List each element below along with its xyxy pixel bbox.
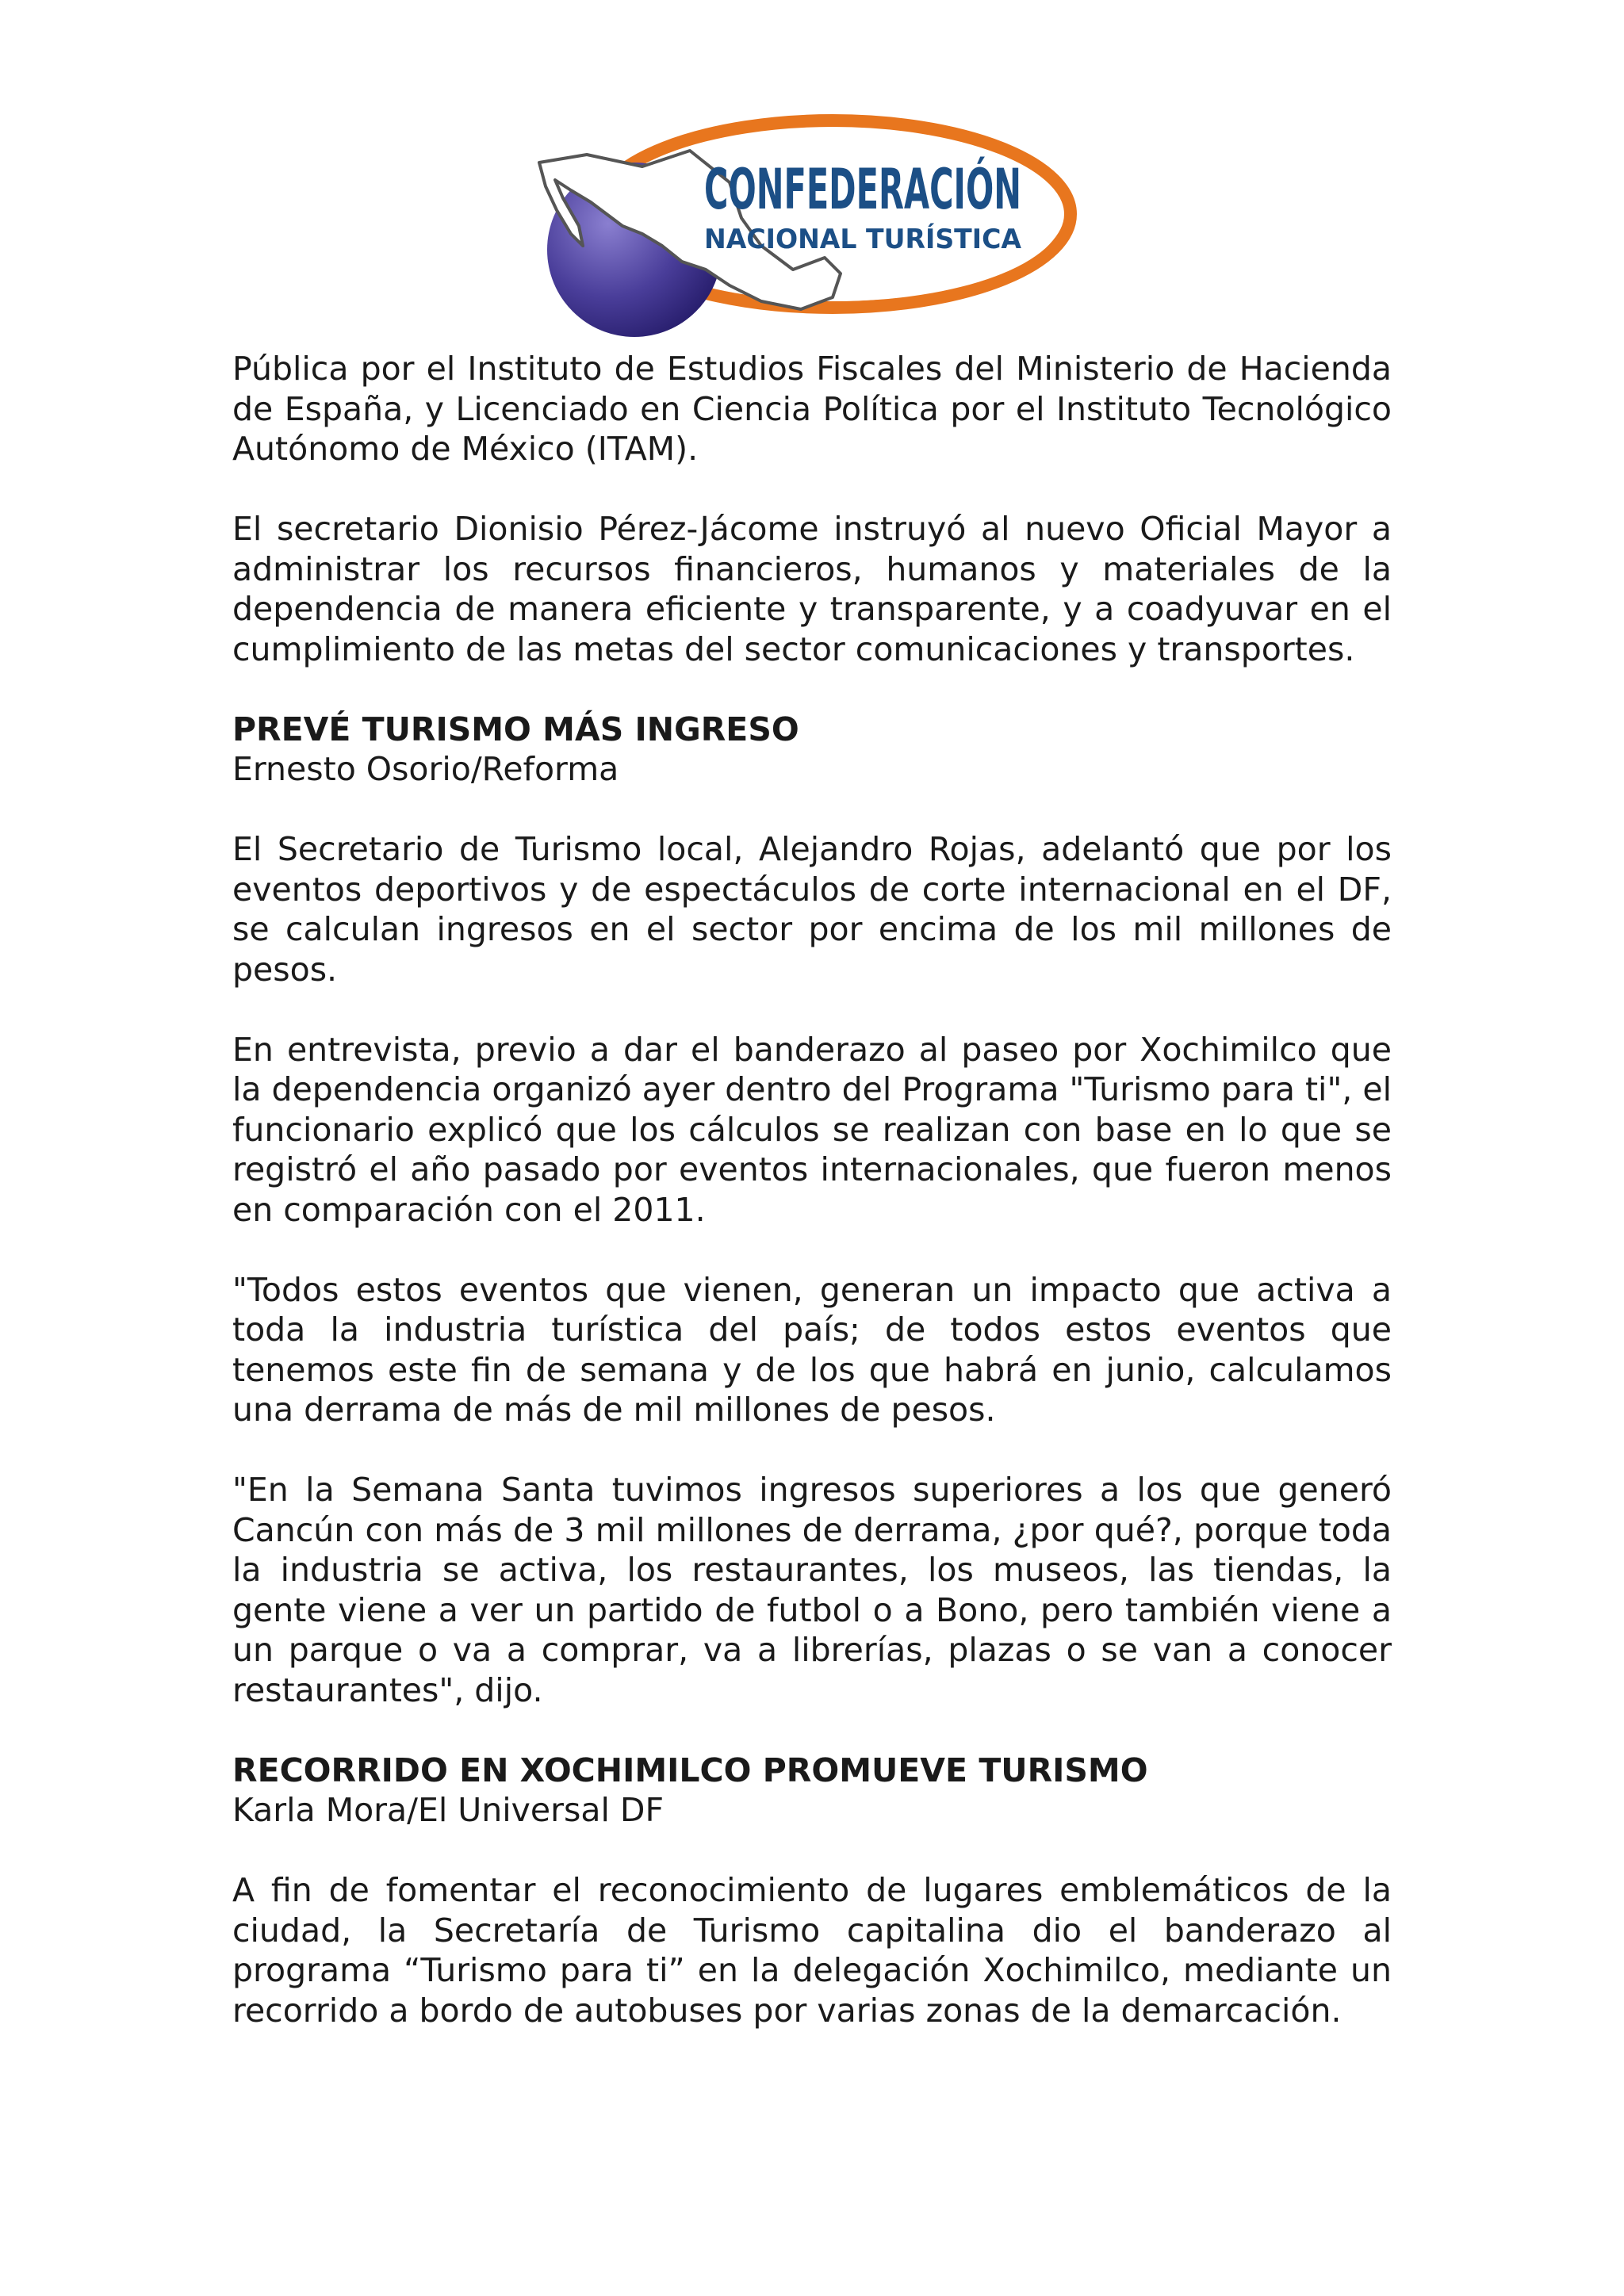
- paragraph: "En la Semana Santa tuvimos ingresos superiores a los que generó Cancún con más de 3 mil millones de derrama, ¿por qué?, porque toda la industria se activa, los restaurantes, los museos, las tiendas, la gente viene a ver un partido de futbol o a Bono, pero también viene a un parque o va a comprar, va a librerías, plazas o se van a conocer restaurantes", dijo.: [232, 1471, 1392, 1709]
- headline: PREVÉ TURISMO MÁS INGRESO: [232, 710, 799, 748]
- byline: Ernesto Osorio/Reforma: [232, 750, 619, 788]
- byline: Karla Mora/El Universal DF: [232, 1791, 665, 1829]
- logo-line2: NACIONAL TURÍSTICA: [704, 224, 1030, 255]
- paragraph: A fin de fomentar el reconocimiento de lugares emblemáticos de la ciudad, la Secretaría de Turismo capitalina dio el banderazo al programa “Turismo para ti” en la delegación Xochimilco, mediante un recorrido a bordo de autobuses por varias zonas de la demarcación.: [232, 1871, 1392, 2030]
- paragraph: "Todos estos eventos que vienen, generan un impacto que activa a toda la industria turística del país; de todos estos eventos que tenemos este fin de semana y de los que habrá en junio, calculamos una derrama de más de mil millones de pesos.: [232, 1270, 1392, 1429]
- paragraph: El secretario Dionisio Pérez-Jácome instruyó al nuevo Oficial Mayor a administrar los recursos financieros, humanos y materiales de la dependencia de manera eficiente y transparente, y a coadyuvar en el cumplimiento de las metas del sector comunicaciones y transportes.: [232, 510, 1392, 668]
- logo-line1: CONFEDERACIÓN: [704, 157, 1021, 222]
- confederacion-logo: [523, 107, 1078, 345]
- paragraph: Pública por el Instituto de Estudios Fiscales del Ministerio de Hacienda de España, y Licenciado en Ciencia Política por el Instituto Tecnológico Autónomo de México (ITAM).: [232, 350, 1392, 468]
- headline: RECORRIDO EN XOCHIMILCO PROMUEVE TURISMO: [232, 1751, 1148, 1789]
- paragraph: En entrevista, previo a dar el banderazo al paseo por Xochimilco que la dependencia organizó ayer dentro del Programa "Turismo para ti", el funcionario explicó que los cálculos se realizan con base en lo que se registró el año pasado por eventos internacionales, que fueron menos en comparación con el 2011.: [232, 1030, 1392, 1229]
- document-body: [232, 349, 1392, 2071]
- paragraph: El Secretario de Turismo local, Alejandro Rojas, adelantó que por los eventos deportivos y de espectáculos de corte internacional en el DF, se calculan ingresos en el sector por encima de los mil millones de pesos.: [232, 830, 1392, 989]
